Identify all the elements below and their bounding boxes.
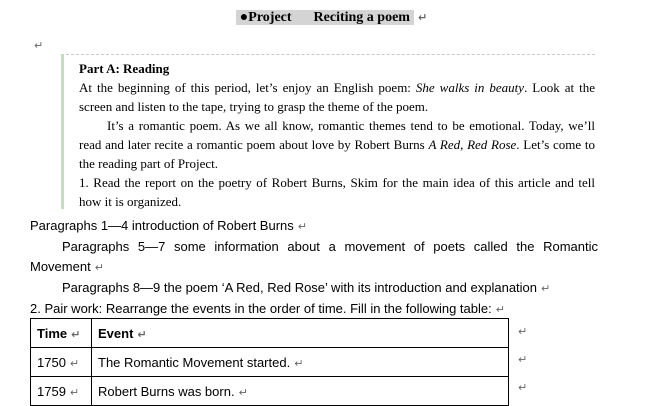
row-end-mark-icon: ↵ [518,325,528,338]
paragraph-mark-icon: ↵ [34,39,44,52]
row-end-mark-icon: ↵ [518,381,528,394]
intro-paragraph: At the beginning of this period, let’s enjoy an English poem: She walks in beauty. Look at the screen and listen to the tape, trying to grasp the theme of the poem. [79,80,595,114]
paragraph-mark-icon: ↵ [541,282,551,295]
task-one: 1. Read the report on the poetry of Robert Burns, Skim for the main idea of this article and tell how it is organized. [79,175,595,209]
cell-event: Robert Burns was born. ↵ [92,377,509,406]
poem-title: A Red, Red Rose [428,137,517,152]
cell-mark-icon: ↵ [69,356,80,370]
cell-time: 1750 ↵ [31,348,92,377]
title-bullet: ● [239,10,249,25]
reading-section [61,54,595,209]
summary-line: Paragraphs 8—9 the poem ‘A Red, Red Rose’ with its introduction and explanation ↵ [62,280,551,295]
title-topic: Reciting a poem [313,10,410,25]
cell-mark-icon: ↵ [137,327,147,341]
summary-line: Paragraphs 5—7 some information about a movement of poets called the Romantic Movement ↵ [30,239,598,274]
romantic-paragraph: It’s a romantic poem. As we all know, romantic themes tend to be emotional. Today, we’ll read and later recite a romantic poem about love by Robert Burns A Red, Red Rose. Let’s come to the reading part of Project. [79,118,595,171]
empty-paragraph [30,36,43,54]
cell-time: 1759 ↵ [31,377,92,406]
table-header-row [31,319,509,348]
cell-event: The Romantic Movement started. ↵ [92,348,509,377]
row-end-mark-icon: ↵ [518,353,528,366]
task-two: 2. Pair work: Rearrange the events in the order of time. Fill in the following table: ↵ [30,301,505,316]
title-highlight [236,10,414,25]
paragraph-mark-icon: ↵ [495,303,505,316]
paragraph-mark-icon: ↵ [297,220,307,233]
cell-mark-icon: ↵ [69,385,80,399]
table-row [31,348,509,377]
section-heading: Part A: Reading [79,61,170,76]
paragraph-summary [30,216,598,320]
title-project: Project [248,10,292,25]
project-title [0,8,663,28]
paragraph-mark-icon: ↵ [417,11,428,24]
events-table [30,318,509,406]
header-time: Time ↵ [31,319,92,348]
table-row [31,377,509,406]
poem-title: She walks in beauty [415,80,525,95]
cell-mark-icon: ↵ [294,356,304,370]
cell-mark-icon: ↵ [71,327,81,341]
summary-line: Paragraphs 1—4 introduction of Robert Burns ↵ [30,218,307,233]
paragraph-mark-icon: ↵ [94,261,104,274]
header-event: Event ↵ [92,319,509,348]
cell-mark-icon: ↵ [238,385,248,399]
